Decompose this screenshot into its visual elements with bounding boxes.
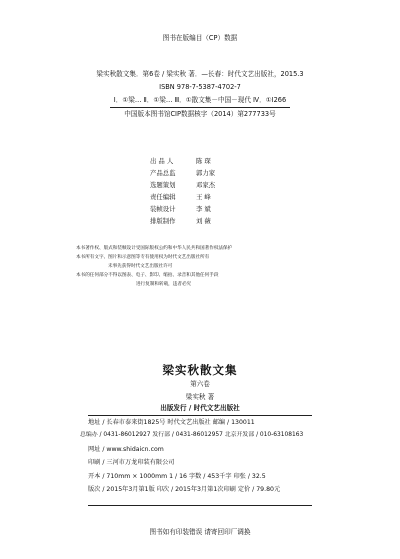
format-info: 开本 / 710mm × 1000mm 1 / 16 字数 / 453千字 印张 / 32.5 xyxy=(88,473,266,480)
publisher-website: 网址 / www.shidaicn.com xyxy=(88,446,164,453)
credit-row xyxy=(150,216,211,226)
cip-isbn: ISBN 978-7-5387-4702-7 xyxy=(159,83,241,91)
credit-role: 排版制作 xyxy=(150,217,176,225)
book-author: 梁实秋 著 xyxy=(185,393,215,401)
edition-info: 版次 / 2015年3月第1版 印次 / 2015年3月第1次印刷 定价 / 79.80元 xyxy=(88,486,281,493)
credit-name: 邓家杰 xyxy=(196,181,216,189)
credit-role: 责任编辑 xyxy=(150,193,176,201)
copyright-notice-line: 本书的任何部分不得以图表、电子、影印、缩拍、录音和其他任何手段 xyxy=(76,273,219,278)
credit-row xyxy=(150,156,211,166)
copyright-notice-line: 本书著作权、版式和装帧设计受国际版权公约和中华人民共和国著作权法保护 xyxy=(76,246,233,251)
copyright-notice-line: 本书所有文字、图片和示意图等专有使用权为时代文艺出版社所有 xyxy=(76,255,210,260)
book-title: 梁实秋散文集 xyxy=(162,363,238,377)
credit-role: 装帧设计 xyxy=(150,205,176,213)
credit-name: 李 斌 xyxy=(196,205,211,213)
cip-heading: 图书在版编目（CP）数据 xyxy=(162,34,238,42)
credit-role: 出 品 人 xyxy=(150,157,174,165)
credit-row xyxy=(150,168,215,178)
divider-footer xyxy=(88,505,312,506)
credit-role: 选题策划 xyxy=(150,181,176,189)
copyright-notice-line: 进行复制和转载，违者必究 xyxy=(136,282,192,287)
printer-info: 印刷 / 三河市万龙印装有限公司 xyxy=(88,459,175,466)
credit-name: 王 峰 xyxy=(196,193,211,201)
book-volume: 第六卷 xyxy=(190,380,210,388)
credit-role: 产品总监 xyxy=(150,169,176,177)
cip-record-number: 中国版本图书馆CIP数据核字（2014）第277733号 xyxy=(124,110,276,118)
divider-top xyxy=(110,107,290,108)
cip-line-1: 梁实秋散文集．第6卷 / 梁实秋 著．—长春：时代文艺出版社，2015.3 xyxy=(96,70,304,78)
publisher-name: 出版发行 / 时代文艺出版社 xyxy=(160,404,240,412)
publisher-phones: 总编办 / 0431-86012927 发行部 / 0431-86012957 北京开发部 / 010-63108163 xyxy=(80,432,304,438)
credit-name: 郭力家 xyxy=(196,169,216,177)
footer-note: 图书如有印装错误 请寄回印厂调换 xyxy=(149,528,251,536)
divider-publisher xyxy=(88,415,312,416)
credit-name: 刘 薇 xyxy=(196,217,211,225)
credit-name: 陈 琛 xyxy=(196,157,211,165)
copyright-notice-line: 未事先获得时代文艺出版社许可 xyxy=(108,264,173,269)
publisher-address: 地址 / 长春市泰来街1825号 时代文艺出版社 邮编 / 130011 xyxy=(88,419,255,426)
credit-row xyxy=(150,192,211,202)
credit-row xyxy=(150,204,211,214)
cip-line-3: Ⅰ．①梁… Ⅱ．①梁… Ⅲ．①散文集－中国－现代 Ⅳ．①I266 xyxy=(113,96,287,104)
credit-row xyxy=(150,180,215,190)
